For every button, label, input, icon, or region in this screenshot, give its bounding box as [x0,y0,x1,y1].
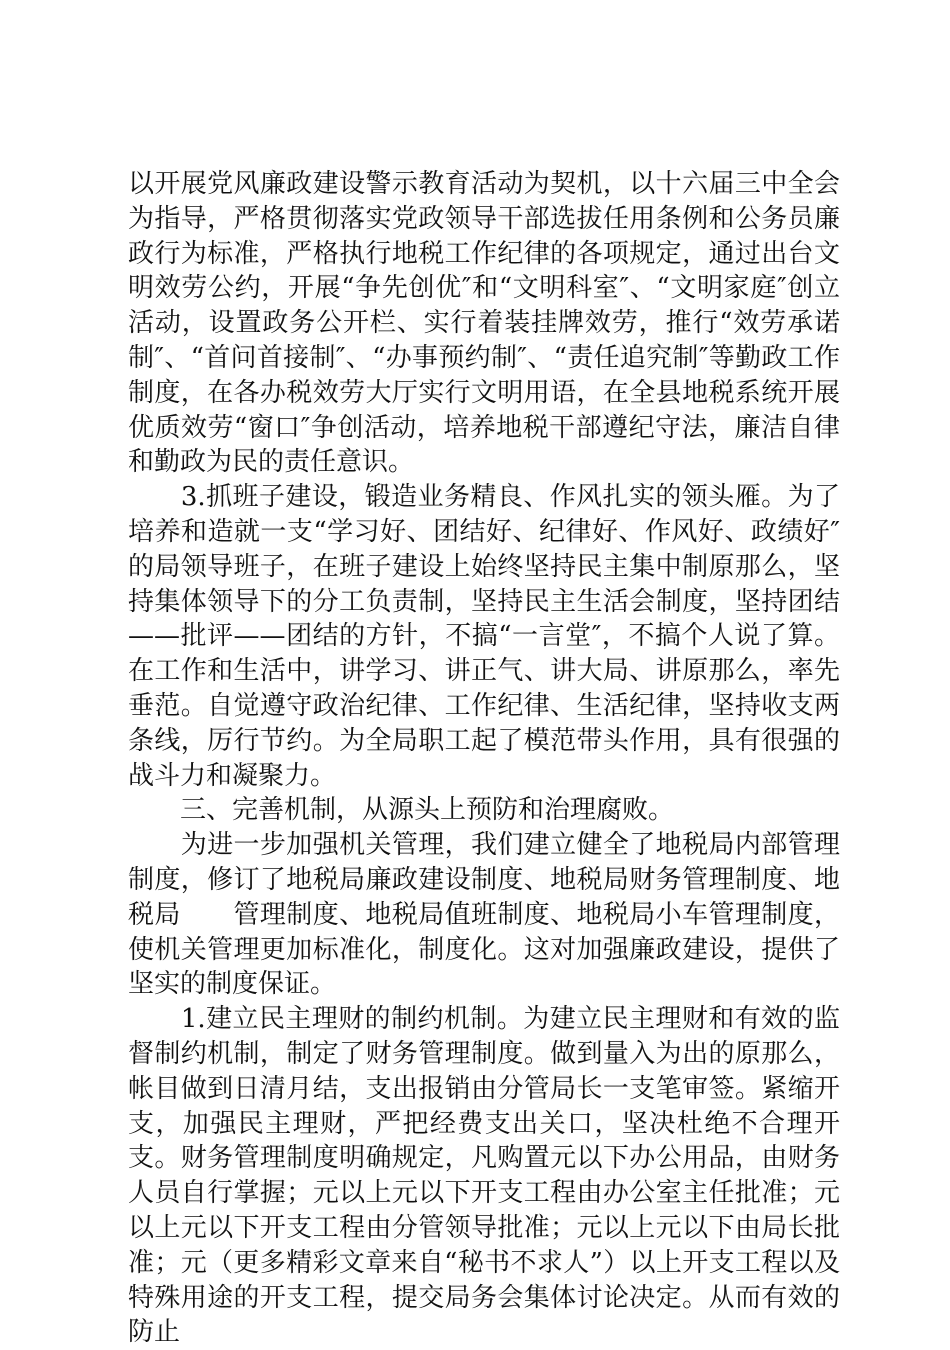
section-heading-improve-mechanism: 三、完善机制，从源头上预防和治理腐败。 [128,795,675,826]
document-body [128,167,840,1350]
paragraph-party-conduct: 以开展党风廉政建设警示教育活动为契机，以十六届三中全会为指导，严格贯彻落实党政领导干部选拔任用条例和公务员廉政行为标准，严格执行地税工作纪律的各项规定，通过出台文明效劳公约，开展“争先创优″和“文明科室″、“文明家庭″创立活动，设置政务公开栏、实行着装挂牌效劳，推行“效劳承诺制″、“首问首接制″、“办事预约制″、“责任追究制″等勤政工作制度，在各办税效劳大厅实行文明用语，在全县地税系统开展优质效劳“窗口″争创活动，培养地税干部遵纪守法，廉洁自律和勤政为民的责任意识。 [128,169,840,478]
paragraph-financial-control: 1.建立民主理财的制约机制。为建立民主理财和有效的监督制约机制，制定了财务管理制度。做到量入为出的原那么，帐目做到日清月结，支出报销由分管局长一支笔审签。紧缩开支，加强民主理财，严把经费支出关口，坚决杜绝不合理开支。财务管理制度明确规定，凡购置元以下办公用品，由财务人员自行掌握；元以上元以下开支工程由办公室主任批准；元以上元以下开支工程由分管领导批准；元以上元以下由局长批准；元（更多精彩文章来自“秘书不求人”）以上开支工程以及特殊用途的开支工程，提交局务会集体讨论决定。从而有效的防止 [128,1004,840,1348]
paragraph-leadership-team: 3.抓班子建设，锻造业务精良、作风扎实的领头雁。为了培养和造就一支“学习好、团结好、纪律好、作风好、政绩好″的局领导班子，在班子建设上始终坚持民主集中制原那么，坚持集体领导下的分工负责制，坚持民主生活会制度，坚持团结——批评——团结的方针，不搞“一言堂″，不搞个人说了算。在工作和生活中，讲学习、讲正气、讲大局、讲原那么，率先垂范。自觉遵守政治纪律、工作纪律、生活纪律，坚持收支两条线，厉行节约。为全局职工起了模范带头作用，具有很强的战斗力和凝聚力。 [128,482,840,791]
paragraph-internal-management: 为进一步加强机关管理，我们建立健全了地税局内部管理制度，修订了地税局廉政建设制度、地税局财务管理制度、地税局 管理制度、地税局值班制度、地税局小车管理制度，使机关管理更加标准化，制度化。这对加强廉政建设，提供了坚实的制度保证。 [128,830,840,1000]
